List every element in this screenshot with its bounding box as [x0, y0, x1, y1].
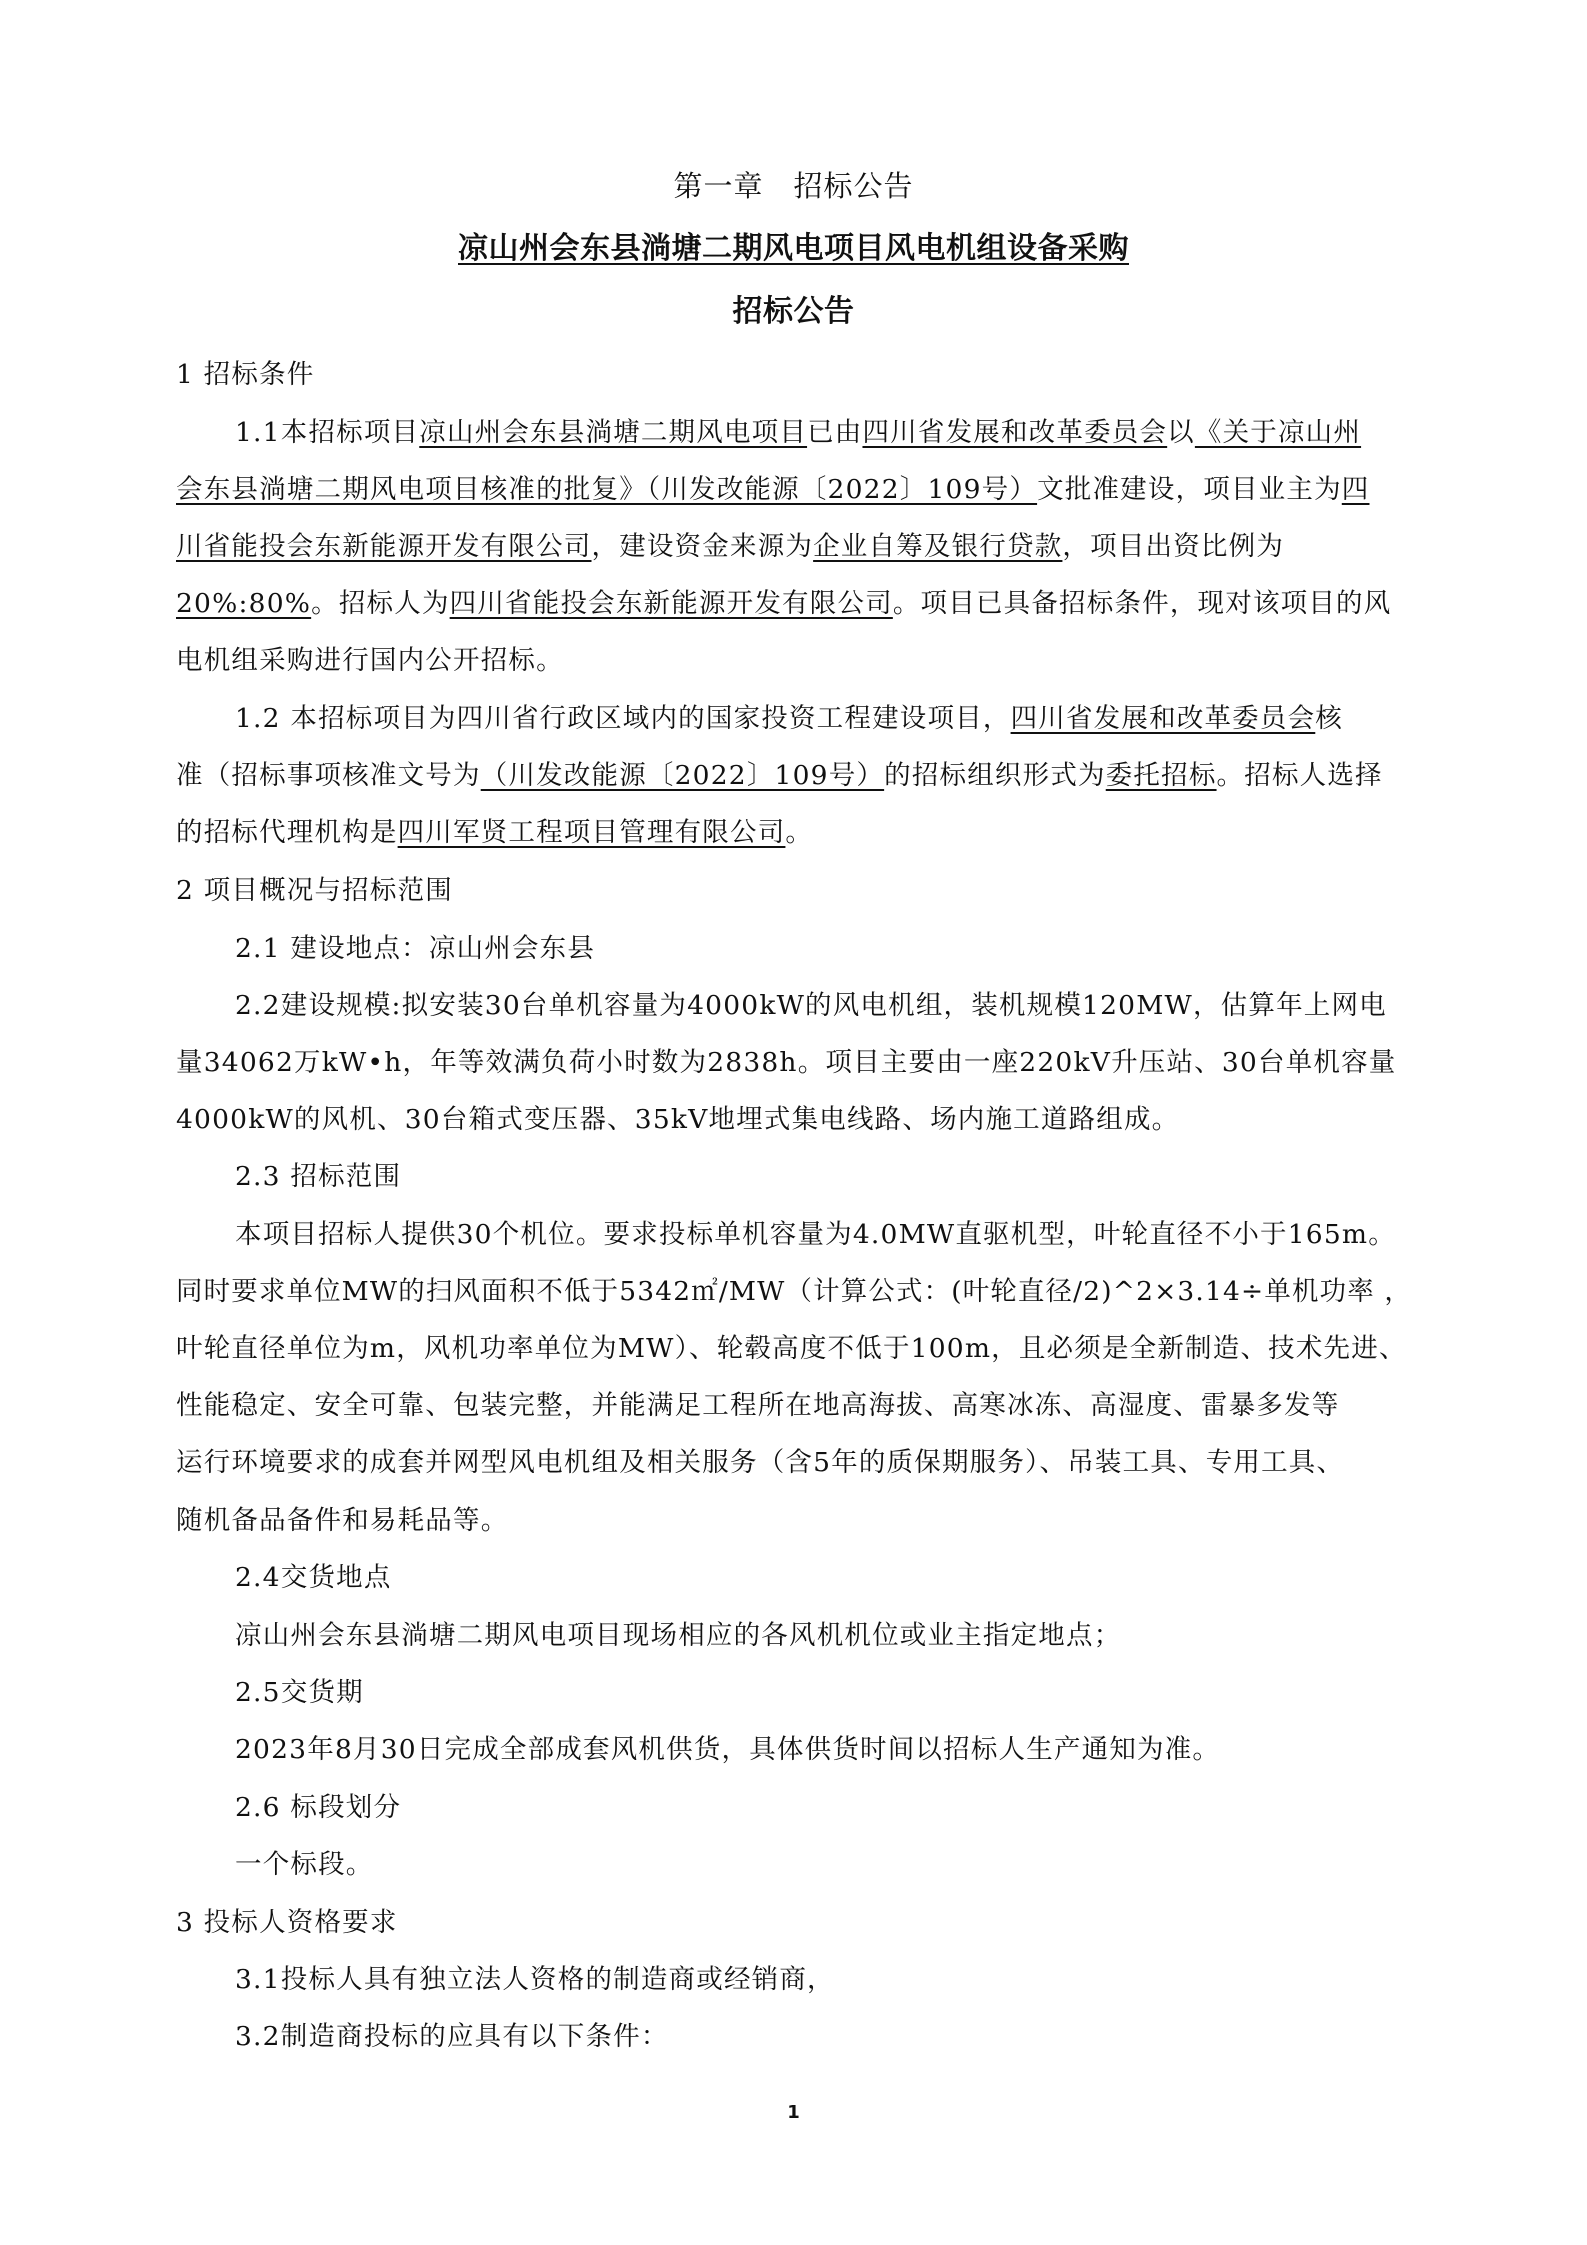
paragraph-1-1-line-3	[176, 531, 1285, 562]
paragraph-1-1-line-2	[176, 474, 1370, 505]
paragraph-2-3-heading: 2.3 招标范围	[235, 1161, 402, 1192]
text-run: 已由	[807, 417, 863, 448]
section-heading-2: 2 项目概况与招标范围	[176, 875, 453, 906]
paragraph-2-3-line-2: 同时要求单位MW的扫风面积不低于5342㎡/MW（计算公式：(叶轮直径/2)^2×3.14÷单机功率 ，	[176, 1276, 1413, 1307]
project-owner-field: 四	[1341, 474, 1370, 505]
paragraph-1-2-line-3	[176, 817, 814, 848]
paragraph-2-3-line-6: 随机备品备件和易耗品等。	[176, 1505, 509, 1536]
paragraph-1-1-line-5: 电机组采购进行国内公开招标。	[176, 645, 564, 676]
paragraph-2-4-line-1: 凉山州会东县淌塘二期风电项目现场相应的各风机机位或业主指定地点；	[235, 1620, 1122, 1651]
text-run: 准（招标事项核准文号为	[176, 760, 481, 791]
text-run: 的招标代理机构是	[176, 817, 398, 848]
approval-number-field: （川发改能源〔2022〕109号）	[480, 760, 885, 791]
paragraph-2-6-heading: 2.6 标段划分	[235, 1792, 402, 1823]
text-run: 以	[1167, 417, 1195, 448]
funding-ratio-field: 20%:80%	[176, 588, 312, 619]
project-title: 凉山州会东县淌塘二期风电项目风电机组设备采购	[458, 231, 1129, 266]
tender-agent-field: 四川军贤工程项目管理有限公司	[397, 817, 786, 848]
approval-authority-field: 四川省发展和改革委员会	[862, 417, 1168, 448]
paragraph-2-4-heading: 2.4交货地点	[235, 1562, 392, 1593]
text-run: 。	[785, 817, 814, 848]
text-run: 。项目已具备招标条件，现对该项目的风	[892, 588, 1392, 619]
paragraph-1-1-line-4	[176, 588, 1392, 619]
paragraph-2-3-line-1: 本项目招标人提供30个机位。要求投标单机容量为4.0MW直驱机型，叶轮直径不小于165m。	[235, 1219, 1396, 1250]
paragraph-2-3-line-4: 性能稳定、安全可靠、包装完整，并能满足工程所在地高海拔、高寒冰冻、高湿度、雷暴多发等	[176, 1390, 1340, 1421]
paragraph-1-1-line-1	[235, 417, 1362, 448]
text-run: ，建设资金来源为	[591, 531, 814, 562]
section-heading-1: 1 招标条件	[176, 359, 315, 390]
funding-source-field: 企业自筹及银行贷款	[813, 531, 1063, 562]
paragraph-2-1: 2.1 建设地点：凉山州会东县	[235, 933, 596, 964]
paragraph-2-2-line-1: 2.2建设规模:拟安装30台单机容量为4000kW的风电机组，装机规模120MW，估算年上网电	[235, 990, 1387, 1021]
text-run: 的招标组织形式为	[884, 760, 1106, 791]
project-name-field: 凉山州会东县淌塘二期风电项目	[419, 417, 808, 448]
paragraph-1-2-line-1	[235, 703, 1343, 734]
text-run: 1.2 本招标项目为四川省行政区域内的国家投资工程建设项目，	[235, 703, 1011, 734]
paragraph-3-2: 3.2制造商投标的应具有以下条件：	[235, 2021, 669, 2052]
paragraph-2-6-line-1: 一个标段。	[235, 1849, 374, 1880]
text-run: 1.1本招标项目	[235, 417, 420, 448]
tender-form-field: 委托招标	[1105, 760, 1217, 791]
project-owner-field: 川省能投会东新能源开发有限公司	[176, 531, 592, 562]
paragraph-2-5-line-1: 2023年8月30日完成全部成套风机供货，具体供货时间以招标人生产通知为准。	[235, 1734, 1221, 1765]
tenderer-field: 四川省能投会东新能源开发有限公司	[449, 588, 893, 619]
chapter-title: 第一章 招标公告	[673, 169, 914, 203]
text-run: ，项目出资比例为	[1062, 531, 1285, 562]
approval-document-field: 会东县淌塘二期风电项目核准的批复》（川发改能源〔2022〕109号）	[176, 474, 1038, 505]
text-run: 文批准建设，项目业主为	[1037, 474, 1342, 505]
paragraph-2-2-line-2: 量34062万kW•h，年等效满负荷小时数为2838h。项目主要由一座220kV升压站、30台单机容量	[176, 1047, 1397, 1078]
notice-title: 招标公告	[732, 294, 855, 329]
text-run: 。招标人为	[311, 588, 450, 619]
paragraph-2-5-heading: 2.5交货期	[235, 1677, 364, 1708]
text-run: 。招标人选择	[1216, 760, 1383, 791]
text-run: 核	[1315, 703, 1343, 734]
paragraph-2-2-line-3: 4000kW的风机、30台箱式变压器、35kV地埋式集电线路、场内施工道路组成。	[176, 1104, 1180, 1135]
paragraph-2-3-line-3: 叶轮直径单位为m，风机功率单位为MW）、轮毂高度不低于100m，且必须是全新制造、技术先进、	[176, 1333, 1407, 1364]
approval-authority-field: 四川省发展和改革委员会	[1010, 703, 1316, 734]
paragraph-1-2-line-2	[176, 760, 1383, 791]
section-heading-3: 3 投标人资格要求	[176, 1907, 398, 1938]
approval-document-field: 《关于凉山州	[1194, 417, 1362, 448]
page-number: 1	[787, 2102, 800, 2123]
paragraph-3-1: 3.1投标人具有独立法人资格的制造商或经销商，	[235, 1964, 835, 1995]
paragraph-2-3-line-5: 运行环境要求的成套并网型风电机组及相关服务（含5年的质保期服务）、吊装工具、专用工具、	[176, 1447, 1345, 1478]
